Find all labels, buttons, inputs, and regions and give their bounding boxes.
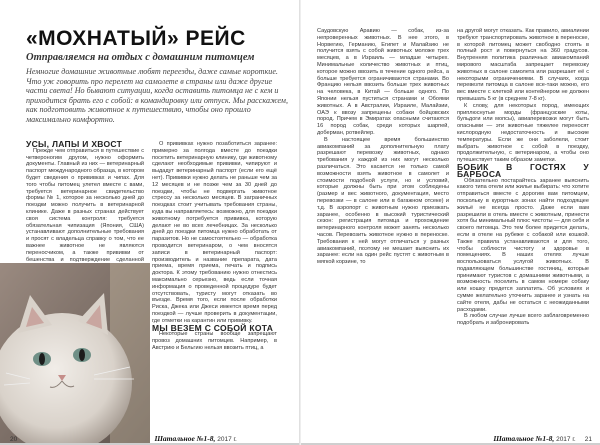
left-footer: [10, 434, 237, 443]
paragraph-hotels: Обязательно постарайтесь заранее выяснить какого типа отели или жилье выбирать: что хотите отправиться вместе с дорогим вам питомцем, поскольку в курортных зонах найти подходящее жильё не всегда просто. Даже если вам разрешили в отель вместе с животным, принести хотя бы минимальный плюс чистоты — для себя и своего питомца. Это тем более придется делать, если в отеле на рубеже с собакой или кошкой. Также правила устанавливаются и для того, чтобы соблюсти чистоту и здоровье в помещениях. В наших отелях лучше воспользоваться услугой животных. В подавляющем большинстве гостиниц, которые принимают туристов с домашними животными, а возможность поселить в самом номере собаку или кошку предется заплатить. Об условиях и сумме желательно уточнить заранее и узнать на сайте отеля, дабы не остаться с неожиданными расходами.: [457, 177, 589, 313]
cat-photo: [0, 263, 150, 445]
paragraph-bans: Саудовскую Аравию — собак, из-за непроверенных животных. В нее этого, в Норвегию, Германию, Египет и Малайзию не получится взять с собой животных моложе трех месяцев, а в Израиль — младше четырех. Минимальные количество животных и птиц, которое можно ввозить в течение одного рейса, а больше требуется ограничиваются странами. Во Францию нельзя ввозить больше трех животных на человека, в Китай — больше одного. По Японии нельзя пуститься странами и Обоями животных. А в Австралии, Израиле, Малайзии, ОАЭ к ввозу запрещены собаки бойцовских пород. Причем в Эмиратах опасными считаются 16 пород собак, среди которых шарпей, доберман, ротвейлер.: [317, 28, 449, 136]
magazine-name-right: Шатальное №1-8,: [493, 434, 555, 443]
paragraph-documents: Прежде чем отправиться в путешествие с четвероногим другом, нужно оформить документы. Главный из них — ветеринарный паспорт международного образца, в котором будет сведения о прививках и чипах. Для того чтобы питомец улетел вместе с вами, требуется ветеринарное свидетельство формы № 1, которое за несколько дней до поездки можно получить в ветеринарной клинике. Даже в разных странах действует своя система контроля: требуется обязательная чипизация (Япония, США) устанавливают дополнительные требования и просят с владельца справку о том, что ее важнее животное не являются переносчиком, а также прививки от бешенства и подтверждение сделанной: [26, 147, 144, 263]
page-number-left: 20: [10, 436, 18, 443]
cat-photo-image: [0, 263, 150, 445]
right-footer: [493, 434, 592, 443]
paragraph-restrictions: Некоторые страны вообще запрещают провоз домашних питомцев. Например, в Австрию и Бельгию нельзя ввозить птиц, а: [152, 331, 277, 351]
article-title: «МОХНАТЫЙ» РЕЙС: [26, 27, 246, 50]
article-subtitle: Отправляемся на отдых с домашним питомцем: [26, 52, 255, 63]
issue-year-left: 2017 г.: [217, 436, 237, 443]
page-number-right: 21: [584, 436, 592, 443]
section-heading-paws: УСЫ, ЛАПЫ И ХВОСТ: [26, 139, 123, 149]
paragraph-booking: В любом случае лучше всего заблаговременно подобрать и забронировать: [457, 313, 589, 327]
left-column-2: [152, 141, 277, 352]
right-column-2: [457, 28, 589, 327]
paragraph-breeds: К слову, для некоторых пород, имеющих приплюснутые морды (французские коты, бульдоги или мопсы), авиаперевозки могут быть опасными — эти животные тяжелее переносят кислородную недостаточность и высокие температуры. Если же они заболели, стоит выбрать животное с собой в поездку, продолжительную, с ветеринаром, а чтобы оно путешествует таким образом заметки.: [457, 102, 589, 164]
section-heading-hotel: БОБИК В ГОСТЯХ У БАРБОСА: [457, 161, 589, 179]
magazine-name-left: Шатальное №1-8,: [154, 434, 216, 443]
section-heading-cat: МЫ ВЕЗЕМ С СОБОЙ КОТА: [152, 322, 274, 333]
left-page: [0, 0, 299, 445]
issue-year-right: 2017 г.: [556, 436, 576, 443]
right-column-1: [317, 28, 449, 266]
article-lead: Немногие домашние животные любят переезды, даже самые короткие. Что уж говорить про перелет на самолете в страны или даже другие части света! Но бывают ситуации, когда оставить питомца не с кем и приходится брать его с собой: в командировку или отпуск. Мы расскажем, как подготовить животное к путешествию, чтобы оно прошло максимально комфортно.: [26, 67, 288, 124]
paragraph-carrier: на другой могут отказать. Как правило, авиалинии требуют транспортировать животное в переноске, в которой питомец может свободно стоять в полный рост и повернуться на 360 градусов. Внутренняя политика различных авиакомпаний мирового масштаба запрещает перевозку животных в салоне самолета или разрешает её с некоторыми ограничениями. В случаях, когда перевезти питомца в салоне все-таки можно, его вес вместе с клеткой или контейнером не должен превышать 5 кг (в среднем 7-8 кг).: [457, 28, 589, 102]
paragraph-airlines: В настоящее время большинство авиакомпаний за дополнительную плату разрешают перевозку животных, однако требования у каждой из них могут несколько различаться. Это касается не только самой возможности взять животное в самолет и стоимости подобной услуги, но и условий, которые должны быть при этом соблюдены (размер и вес животного, документация, место перевозки — в салоне или в багажном отсеке) и т.д. В аэропорт с животным нужно приезжать заранее, особенно в высокий туристический сезон: регистрация питомца и прохождение ветеринарного контроля может занять несколько часов. Перевозить животное нужно в переноске. Требования к ней могут отличаться у разных авиакомпаний, поэтому не мешает выяснить их заранее: если на один рейс пустят с животным в мягкой корзине, то: [317, 136, 449, 266]
left-column-1: [26, 141, 144, 270]
paragraph-vaccinations: О прививках нужно позаботиться заранее: примерно за полгода вместе до поездки посетить ветеринарную клинику, где животному сделают необходимые прививки, чипируют и выдадут ветеринарный паспорт (если его ещё нет). Прививки нужно делать не раньше чем за 12 месяцев и не позже чем за 30 дней до поездки, чтобы не подвергать животное стрессу за несколько месяцев. В заграничных поездках стоит учитывать требования страны, куда вы направляетесь: возможно, для поездки животному потребуется прививка, которую делают не во всех лечебницах. За несколько дней до поездки питомца нужно обработать от паразитов. Но не самостоятельно — обработка проводится ветеринаром, о чем вносятся записи в ветеринарный паспорт: производитель и название препарата, дата приема, время приема, печать и подпись доктора. К этому требованию нужно отнестись максимально серьезно, ведь если точная информация о проведенной процедуре будет отсутствовать, туристу могут отказать во въезде. Время того, если после обработки Риска, Джека или Джеси имеется время перед поездкой — лучше проверить в документации, где отметки на карантин или прививку.: [152, 141, 277, 324]
right-page: [301, 0, 600, 445]
